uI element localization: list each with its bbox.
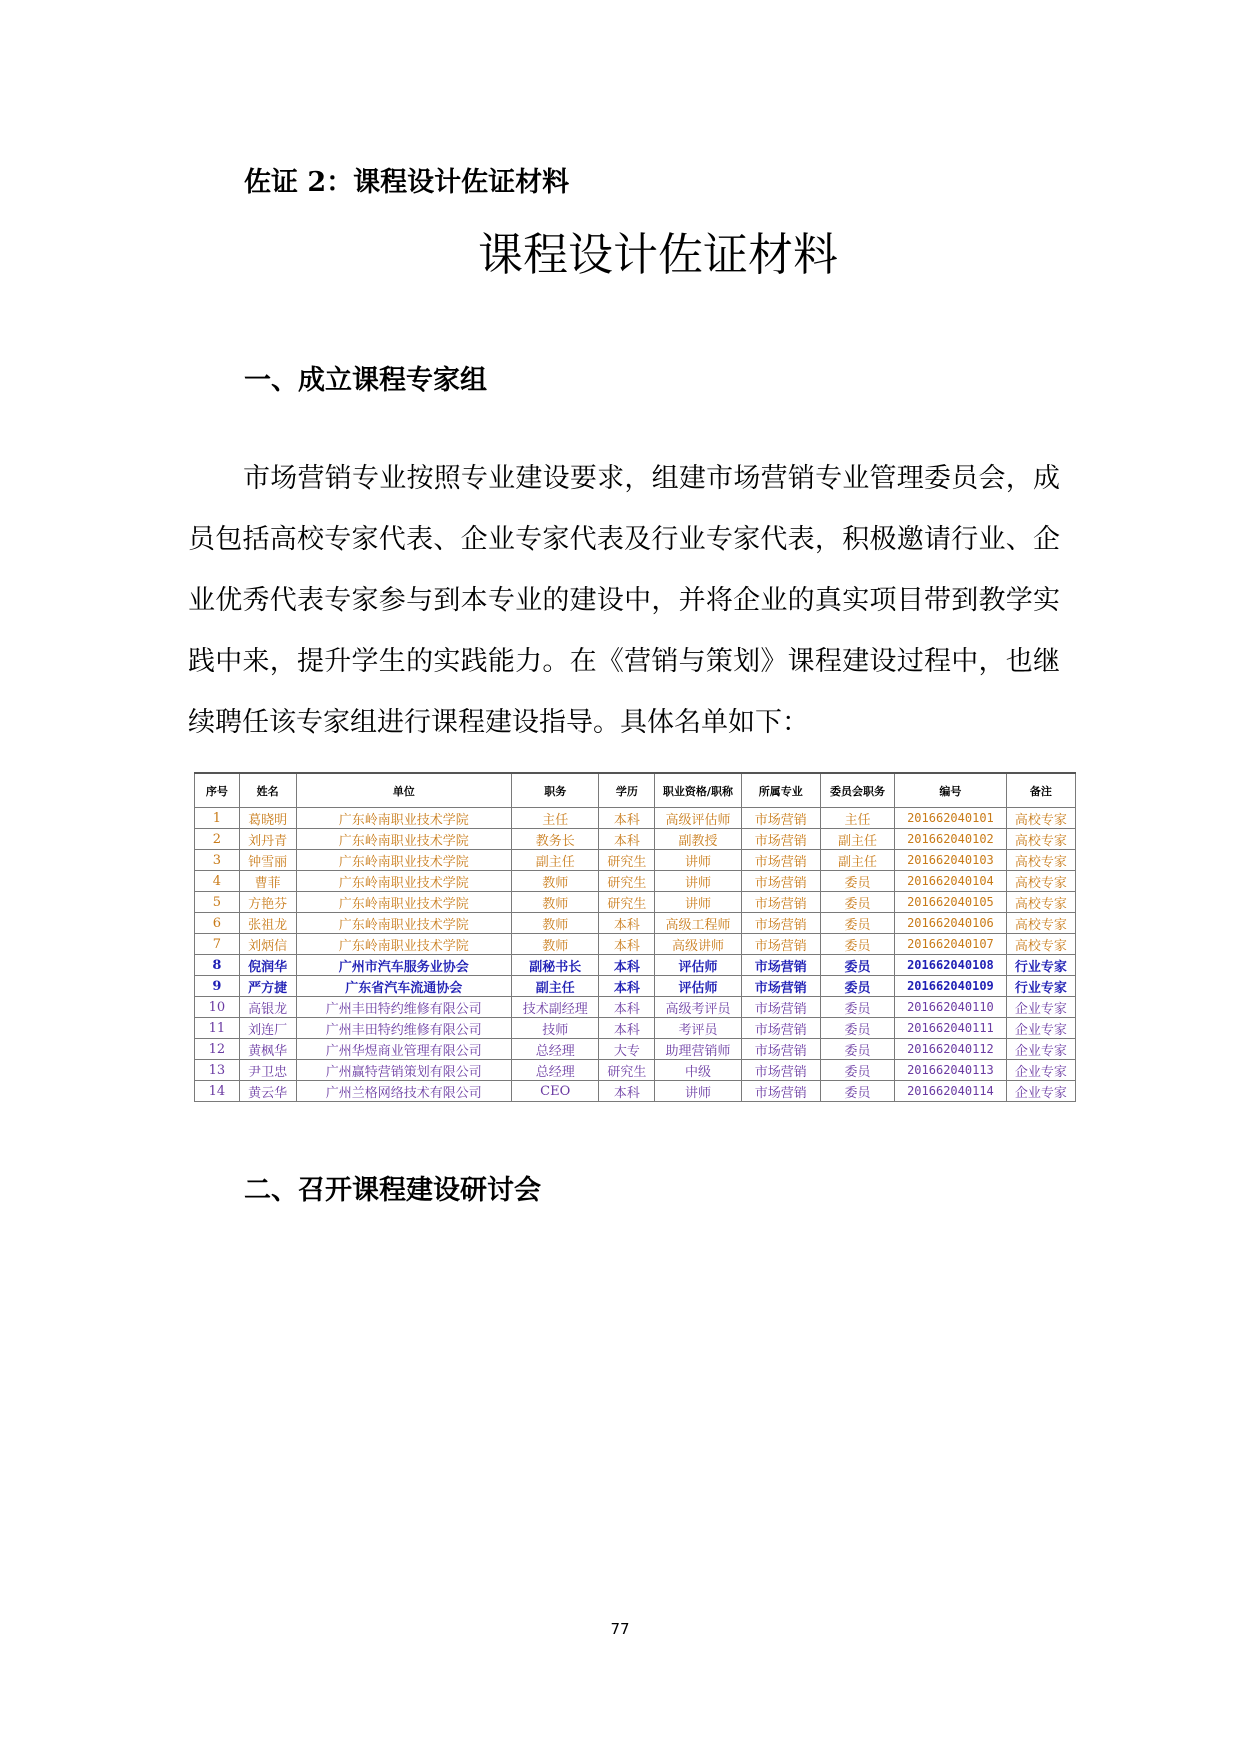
table-cell: 研究生 (599, 871, 655, 892)
table-cell: 教师 (512, 871, 599, 892)
table-cell: 市场营销 (741, 892, 820, 913)
table-cell: 广东岭南职业技术学院 (296, 934, 511, 955)
table-cell: 主任 (512, 808, 599, 829)
table-cell: 黄枫华 (239, 1039, 296, 1060)
table-cell: 教务长 (512, 829, 599, 850)
table-cell: 2 (195, 829, 240, 850)
table-cell: 本科 (599, 913, 655, 934)
table-cell: 201662040102 (895, 829, 1007, 850)
table-cell: 副主任 (820, 829, 894, 850)
table-cell: 1 (195, 808, 240, 829)
table-cell: 钟雪丽 (239, 850, 296, 871)
table-cell: 3 (195, 850, 240, 871)
table-cell: 8 (195, 955, 240, 976)
expert-list-table-container (194, 772, 1076, 1102)
table-row (195, 808, 1076, 829)
table-cell: 副主任 (512, 850, 599, 871)
table-cell: 广东省汽车流通协会 (296, 976, 511, 997)
table-header-cell: 姓名 (239, 773, 296, 808)
table-header-cell: 所属专业 (741, 773, 820, 808)
table-cell: 评估师 (655, 955, 741, 976)
table-cell: 4 (195, 871, 240, 892)
evidence-label: 佐证 2：课程设计佐证材料 (244, 167, 570, 198)
table-cell: 201662040112 (895, 1039, 1007, 1060)
table-cell: 研究生 (599, 850, 655, 871)
table-cell: 市场营销 (741, 1081, 820, 1102)
table-cell: 讲师 (655, 892, 741, 913)
table-cell: 总经理 (512, 1039, 599, 1060)
table-cell: 高级考评员 (655, 997, 741, 1018)
table-header-cell: 职业资格/职称 (655, 773, 741, 808)
page-title: 课程设计佐证材料 (477, 228, 838, 281)
table-cell: 本科 (599, 934, 655, 955)
table-cell: 总经理 (512, 1060, 599, 1081)
table-row (195, 1039, 1076, 1060)
table-cell: 倪润华 (239, 955, 296, 976)
table-cell: 黄云华 (239, 1081, 296, 1102)
table-cell: 曹菲 (239, 871, 296, 892)
table-cell: 技术副经理 (512, 997, 599, 1018)
table-cell: 研究生 (599, 892, 655, 913)
table-row (195, 913, 1076, 934)
table-row (195, 829, 1076, 850)
table-cell: 评估师 (655, 976, 741, 997)
table-cell: CEO (512, 1081, 599, 1102)
table-row (195, 850, 1076, 871)
table-row (195, 1018, 1076, 1039)
table-cell: 讲师 (655, 850, 741, 871)
table-cell: 教师 (512, 934, 599, 955)
page-number: 77 (610, 1620, 630, 1638)
table-cell: 本科 (599, 808, 655, 829)
table-cell: 主任 (820, 808, 894, 829)
table-cell: 讲师 (655, 1081, 741, 1102)
table-cell: 广州华煜商业管理有限公司 (296, 1039, 511, 1060)
table-cell: 201662040105 (895, 892, 1007, 913)
table-cell: 委员 (820, 1018, 894, 1039)
section-heading-seminar: 二、召开课程建设研讨会 (244, 1175, 541, 1206)
table-cell: 刘炳信 (239, 934, 296, 955)
table-row (195, 955, 1076, 976)
table-cell: 市场营销 (741, 955, 820, 976)
table-cell: 委员 (820, 997, 894, 1018)
table-cell: 广东岭南职业技术学院 (296, 871, 511, 892)
table-cell: 委员 (820, 892, 894, 913)
table-cell: 副主任 (820, 850, 894, 871)
table-cell: 大专 (599, 1039, 655, 1060)
table-cell: 广州赢特营销策划有限公司 (296, 1060, 511, 1081)
table-cell: 高校专家 (1006, 850, 1075, 871)
table-cell: 广东岭南职业技术学院 (296, 850, 511, 871)
table-cell: 市场营销 (741, 913, 820, 934)
table-cell: 本科 (599, 1081, 655, 1102)
table-cell: 高校专家 (1006, 892, 1075, 913)
table-cell: 委员 (820, 934, 894, 955)
table-cell: 广州兰格网络技术有限公司 (296, 1081, 511, 1102)
table-cell: 市场营销 (741, 1039, 820, 1060)
table-cell: 市场营销 (741, 850, 820, 871)
table-cell: 本科 (599, 976, 655, 997)
table-cell: 广东岭南职业技术学院 (296, 829, 511, 850)
table-cell: 市场营销 (741, 1018, 820, 1039)
table-cell: 201662040107 (895, 934, 1007, 955)
table-cell: 9 (195, 976, 240, 997)
table-cell: 5 (195, 892, 240, 913)
table-cell: 行业专家 (1006, 955, 1075, 976)
table-cell: 教师 (512, 892, 599, 913)
table-header-cell: 序号 (195, 773, 240, 808)
table-cell: 市场营销 (741, 871, 820, 892)
table-cell: 技师 (512, 1018, 599, 1039)
table-cell: 高级评估师 (655, 808, 741, 829)
table-cell: 高校专家 (1006, 913, 1075, 934)
table-row (195, 1081, 1076, 1102)
table-cell: 广州丰田特约维修有限公司 (296, 997, 511, 1018)
table-cell: 副教授 (655, 829, 741, 850)
table-cell: 高级讲师 (655, 934, 741, 955)
table-header-cell: 委员会职务 (820, 773, 894, 808)
table-row (195, 997, 1076, 1018)
table-header-row (195, 773, 1076, 808)
table-row (195, 1060, 1076, 1081)
body-paragraph: 市场营销专业按照专业建设要求，组建市场营销专业管理委员会，成员包括高校专家代表、企业专家代表及行业专家代表，积极邀请行业、企业优秀代表专家参与到本专业的建设中，并将企业的真实项目带到教学实践中来，提升学生的实践能力。在《营销与策划》课程建设过程中，也继续聘任该专家组进行课程建设指导。具体名单如下： (188, 463, 1060, 738)
table-cell: 尹卫忠 (239, 1060, 296, 1081)
table-cell: 市场营销 (741, 934, 820, 955)
table-cell: 广东岭南职业技术学院 (296, 808, 511, 829)
table-cell: 高银龙 (239, 997, 296, 1018)
table-cell: 11 (195, 1018, 240, 1039)
table-cell: 考评员 (655, 1018, 741, 1039)
table-cell: 葛晓明 (239, 808, 296, 829)
table-cell: 201662040103 (895, 850, 1007, 871)
table-cell: 13 (195, 1060, 240, 1081)
table-cell: 本科 (599, 829, 655, 850)
table-cell: 企业专家 (1006, 1039, 1075, 1060)
table-cell: 201662040108 (895, 955, 1007, 976)
table-body (195, 808, 1076, 1102)
table-cell: 10 (195, 997, 240, 1018)
table-cell: 企业专家 (1006, 997, 1075, 1018)
table-cell: 本科 (599, 1018, 655, 1039)
table-cell: 广东岭南职业技术学院 (296, 892, 511, 913)
table-cell: 广东岭南职业技术学院 (296, 913, 511, 934)
table-cell: 委员 (820, 913, 894, 934)
table-cell: 企业专家 (1006, 1081, 1075, 1102)
table-cell: 委员 (820, 1060, 894, 1081)
table-cell: 市场营销 (741, 997, 820, 1018)
table-cell: 企业专家 (1006, 1060, 1075, 1081)
table-cell: 市场营销 (741, 829, 820, 850)
table-row (195, 871, 1076, 892)
table-cell: 201662040109 (895, 976, 1007, 997)
table-cell: 研究生 (599, 1060, 655, 1081)
table-row (195, 934, 1076, 955)
table-header-cell: 单位 (296, 773, 511, 808)
table-header-cell: 职务 (512, 773, 599, 808)
table-cell: 刘丹青 (239, 829, 296, 850)
table-row (195, 976, 1076, 997)
table-cell: 委员 (820, 955, 894, 976)
table-cell: 中级 (655, 1060, 741, 1081)
table-cell: 市场营销 (741, 808, 820, 829)
table-cell: 高校专家 (1006, 829, 1075, 850)
table-cell: 高校专家 (1006, 871, 1075, 892)
table-cell: 市场营销 (741, 976, 820, 997)
table-cell: 201662040101 (895, 808, 1007, 829)
table-cell: 201662040106 (895, 913, 1007, 934)
table-row (195, 892, 1076, 913)
table-cell: 201662040113 (895, 1060, 1007, 1081)
table-cell: 严方捷 (239, 976, 296, 997)
table-cell: 广州市汽车服务业协会 (296, 955, 511, 976)
table-cell: 本科 (599, 997, 655, 1018)
table-header-cell: 学历 (599, 773, 655, 808)
table-cell: 本科 (599, 955, 655, 976)
table-cell: 副秘书长 (512, 955, 599, 976)
table-cell: 委员 (820, 871, 894, 892)
table-cell: 201662040110 (895, 997, 1007, 1018)
section-heading-expert-group: 一、成立课程专家组 (244, 365, 487, 396)
table-cell: 广州丰田特约维修有限公司 (296, 1018, 511, 1039)
table-cell: 14 (195, 1081, 240, 1102)
table-cell: 12 (195, 1039, 240, 1060)
table-cell: 6 (195, 913, 240, 934)
table-cell: 7 (195, 934, 240, 955)
table-cell: 委员 (820, 1081, 894, 1102)
table-cell: 高级工程师 (655, 913, 741, 934)
table-cell: 高校专家 (1006, 934, 1075, 955)
table-header-cell: 备注 (1006, 773, 1075, 808)
table-cell: 教师 (512, 913, 599, 934)
table-cell: 201662040104 (895, 871, 1007, 892)
expert-list-table (194, 772, 1076, 1102)
table-cell: 市场营销 (741, 1060, 820, 1081)
table-cell: 讲师 (655, 871, 741, 892)
table-cell: 副主任 (512, 976, 599, 997)
table-header-cell: 编号 (895, 773, 1007, 808)
table-cell: 行业专家 (1006, 976, 1075, 997)
table-cell: 委员 (820, 1039, 894, 1060)
table-cell: 助理营销师 (655, 1039, 741, 1060)
table-cell: 高校专家 (1006, 808, 1075, 829)
table-cell: 张祖龙 (239, 913, 296, 934)
table-cell: 201662040114 (895, 1081, 1007, 1102)
table-cell: 方艳芬 (239, 892, 296, 913)
table-cell: 201662040111 (895, 1018, 1007, 1039)
table-cell: 企业专家 (1006, 1018, 1075, 1039)
table-cell: 刘连厂 (239, 1018, 296, 1039)
table-cell: 委员 (820, 976, 894, 997)
